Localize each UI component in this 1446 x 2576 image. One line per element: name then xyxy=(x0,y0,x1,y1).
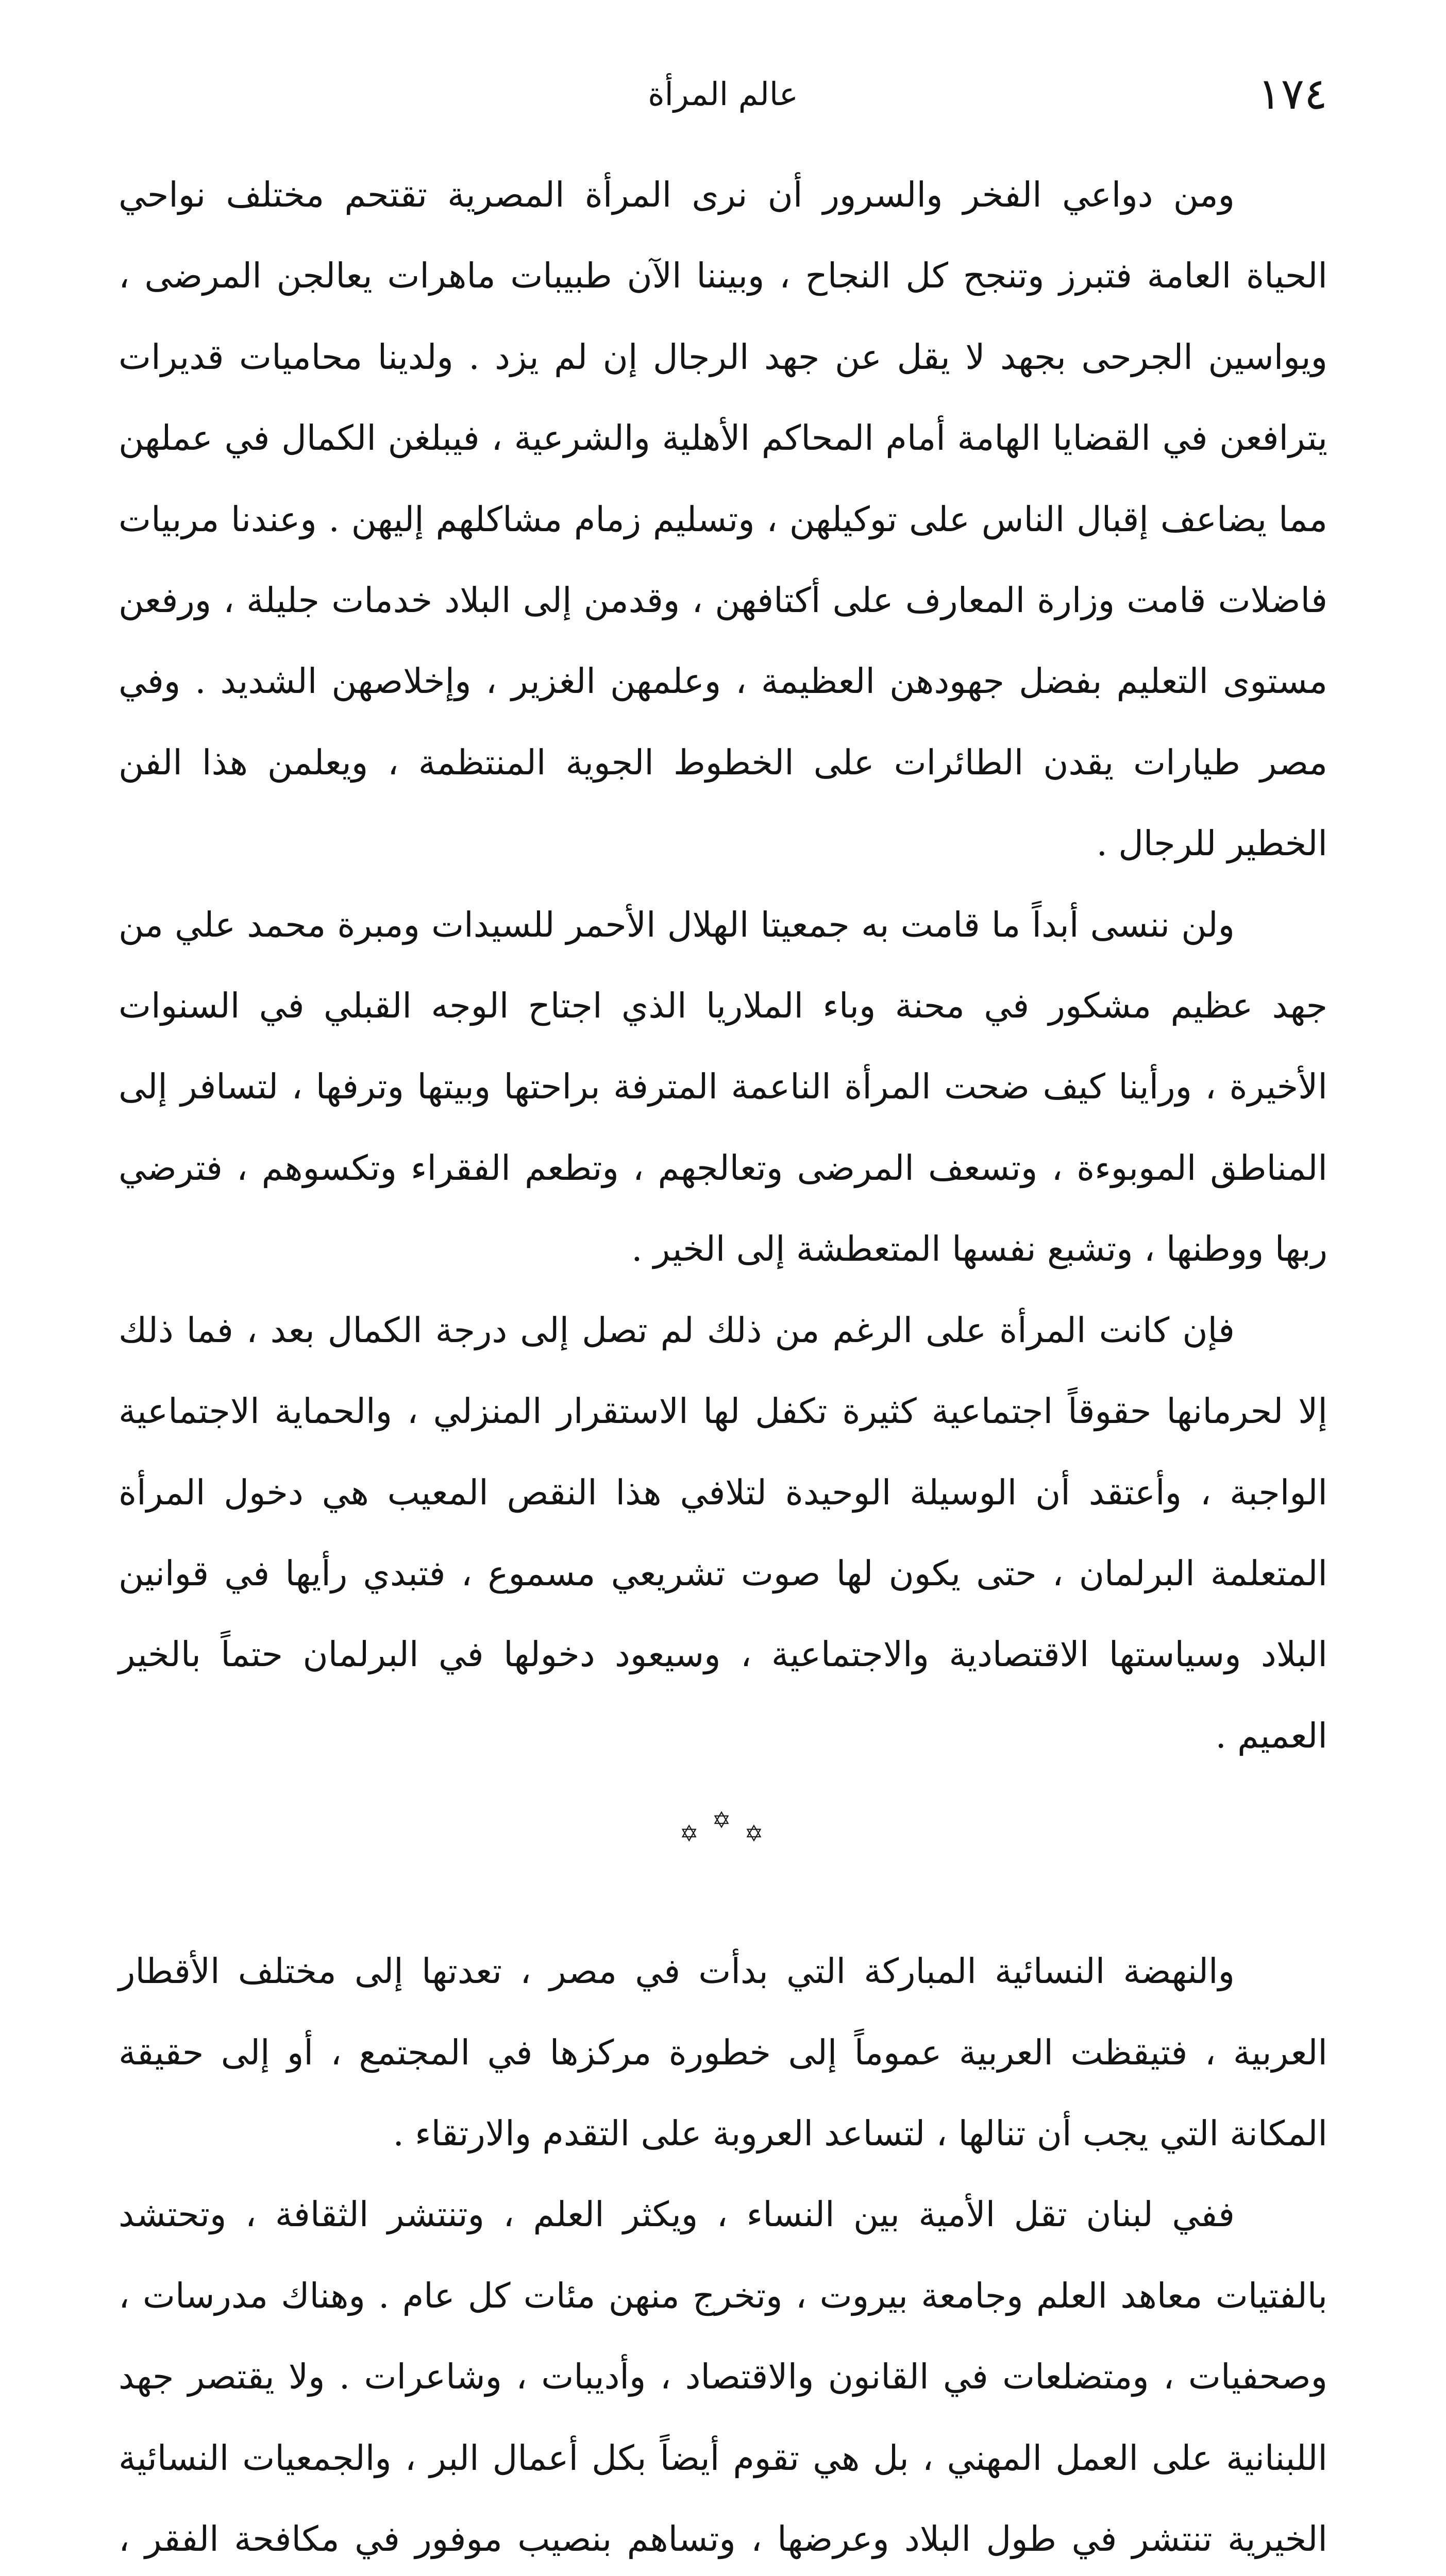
star-ornament xyxy=(119,1807,1327,1848)
running-title: عالم المرأة xyxy=(648,75,798,113)
paragraph: والنهضة النسائية المباركة التي بدأت في مصر ، تعدتها إلى مختلف الأقطار العربية ، فتيقظت العربية عموماً إلى خطورة مركزها في المجتمع ، أو إلى حقيقة المكانة التي يجب أن تنالها ، لتساعد العروبة على التقدم والارتقاء . xyxy=(119,1951,1327,2154)
paragraph: ففي لبنان تقل الأمية بين النساء ، ويكثر العلم ، وتنتشر الثقافة ، وتحتشد بالفتيات معاهد العلم وجامعة بيروت ، وتخرج منهن مئات كل عام . وهناك مدرسات ، وصحفيات ، ومتضلعات في القانون والاقتصاد ، وأديبات ، وشاعرات . ولا يقتصر جهد اللبنانية على العمل المهني ، بل هي تقوم أيضاً بكل أعمال البر ، والجمعيات النسائية الخيرية تنتشر في طول البلاد وعرضها ، وتساهم بنصيب موفور في مكافحة الفقر ، xyxy=(119,2194,1327,2559)
page-number: ١٧٤ xyxy=(1257,69,1327,119)
page-header xyxy=(119,69,1327,139)
paragraph: فإن كانت المرأة على الرغم من ذلك لم تصل إلى درجة الكمال بعد ، فما ذلك إلا لحرمانها حقوقاً اجتماعية كثيرة تكفل لها الاستقرار المنزلي ، والحماية الاجتماعية الواجبة ، وأعتقد أن الوسيلة الوحيدة لتلافي هذا النقص المعيب هي دخول المرأة المتعلمة البرلمان ، حتى يكون لها صوت تشريعي مسموع ، فتبدي رأيها في قوانين البلاد وسياستها الاقتصادية والاجتماعية ، وسيعود دخولها في البرلمان حتماً بالخير العميم . xyxy=(119,1310,1327,1756)
star-icon: ✡ xyxy=(744,1821,767,1848)
star-icon: ✡ xyxy=(712,1807,734,1834)
page-body xyxy=(119,155,1327,2576)
section-arab-women xyxy=(119,1931,1327,2576)
section-egyptian-women xyxy=(119,155,1327,1776)
paragraph: ومن دواعي الفخر والسرور أن نرى المرأة المصرية تقتحم مختلف نواحي الحياة العامة فتبرز وتنجح كل النجاح ، وبيننا الآن طبيبات ماهرات يعالجن المرضى ، ويواسين الجرحى بجهد لا يقل عن جهد الرجال إن لم يزد . ولدينا محاميات قديرات يترافعن في القضايا الهامة أمام المحاكم الأهلية والشرعية ، فيبلغن الكمال في عملهن مما يضاعف إقبال الناس على توكيلهن ، وتسليم زمام مشاكلهم إليهن . وعندنا مربيات فاضلات قامت وزارة المعارف على أكتافهن ، وقدمن إلى البلاد خدمات جليلة ، ورفعن مستوى التعليم بفضل جهودهن العظيمة ، وعلمهن الغزير ، وإخلاصهن الشديد . وفي مصر طيارات يقدن الطائرات على الخطوط الجوية المنتظمة ، ويعلمن هذا الفن الخطير للرجال . xyxy=(119,175,1327,864)
section-separator xyxy=(119,1776,1327,1931)
star-icon: ✡ xyxy=(679,1821,702,1848)
paragraph: ولن ننسى أبداً ما قامت به جمعيتا الهلال الأحمر للسيدات ومبرة محمد علي من جهد عظيم مشكور في محنة وباء الملاريا الذي اجتاح الوجه القبلي في السنوات الأخيرة ، ورأينا كيف ضحت المرأة الناعمة المترفة براحتها وبيتها وترفها ، لتسافر إلى المناطق الموبوءة ، وتسعف المرضى وتعالجهم ، وتطعم الفقراء وتكسوهم ، فترضي ربها ووطنها ، وتشبع نفسها المتعطشة إلى الخير . xyxy=(119,904,1327,1269)
